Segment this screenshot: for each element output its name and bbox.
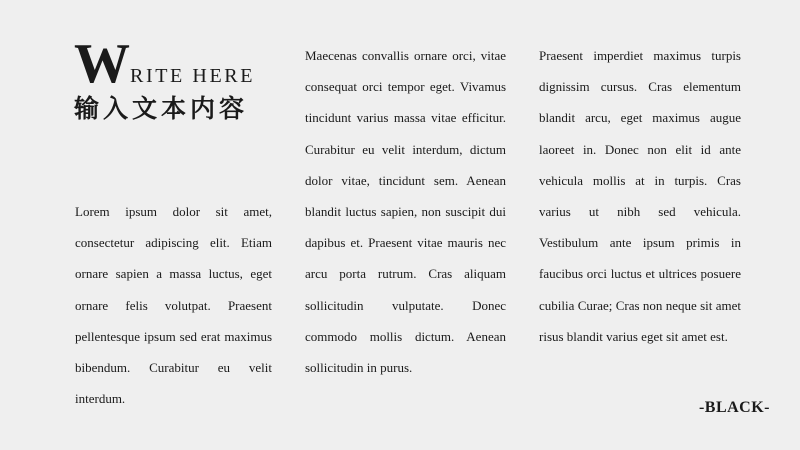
title-initial: W [74, 33, 129, 95]
chinese-subtitle: 输入文本内容 [74, 94, 249, 123]
english-title [74, 33, 284, 95]
title-block [74, 33, 284, 124]
black-tag: -BLACK- [698, 399, 770, 416]
text-column-2: Maecenas convallis ornare orci, vitae consequat orci tempor eget. Vivamus tincidunt varius massa vitae efficitur. Curabitur eu velit interdum, dictum dolor vitae, tincidunt sem. Aenean blandit luctus sapien, non suscipit dui dapibus et. Praesent vitae mauris nec arcu porta rutrum. Cras aliquam sollicitudin vulputate. Donec commodo mollis dictum. Aenean sollicitudin in purus. [305, 48, 506, 376]
title-rest: RITE HERE [130, 65, 256, 87]
text-column-1: Lorem ipsum dolor sit amet, consectetur adipiscing elit. Etiam ornare sapien a massa luctus, eget ornare felis volutpat. Praesent pellentesque ipsum sed erat maximus bibendum. Curabitur eu velit interdum. [75, 204, 272, 407]
text-column-3: Praesent imperdiet maximus turpis dignissim cursus. Cras elementum blandit arcu, eget maximus augue laoreet in. Donec non elit id ante vehicula mollis at in turpis. Cras varius ut nibh sed vehicula. Vestibulum ante ipsum primis in faucibus orci luctus et ultrices posuere cubilia Curae; Cras non neque sit amet risus blandit varius eget sit amet est. [539, 48, 741, 344]
